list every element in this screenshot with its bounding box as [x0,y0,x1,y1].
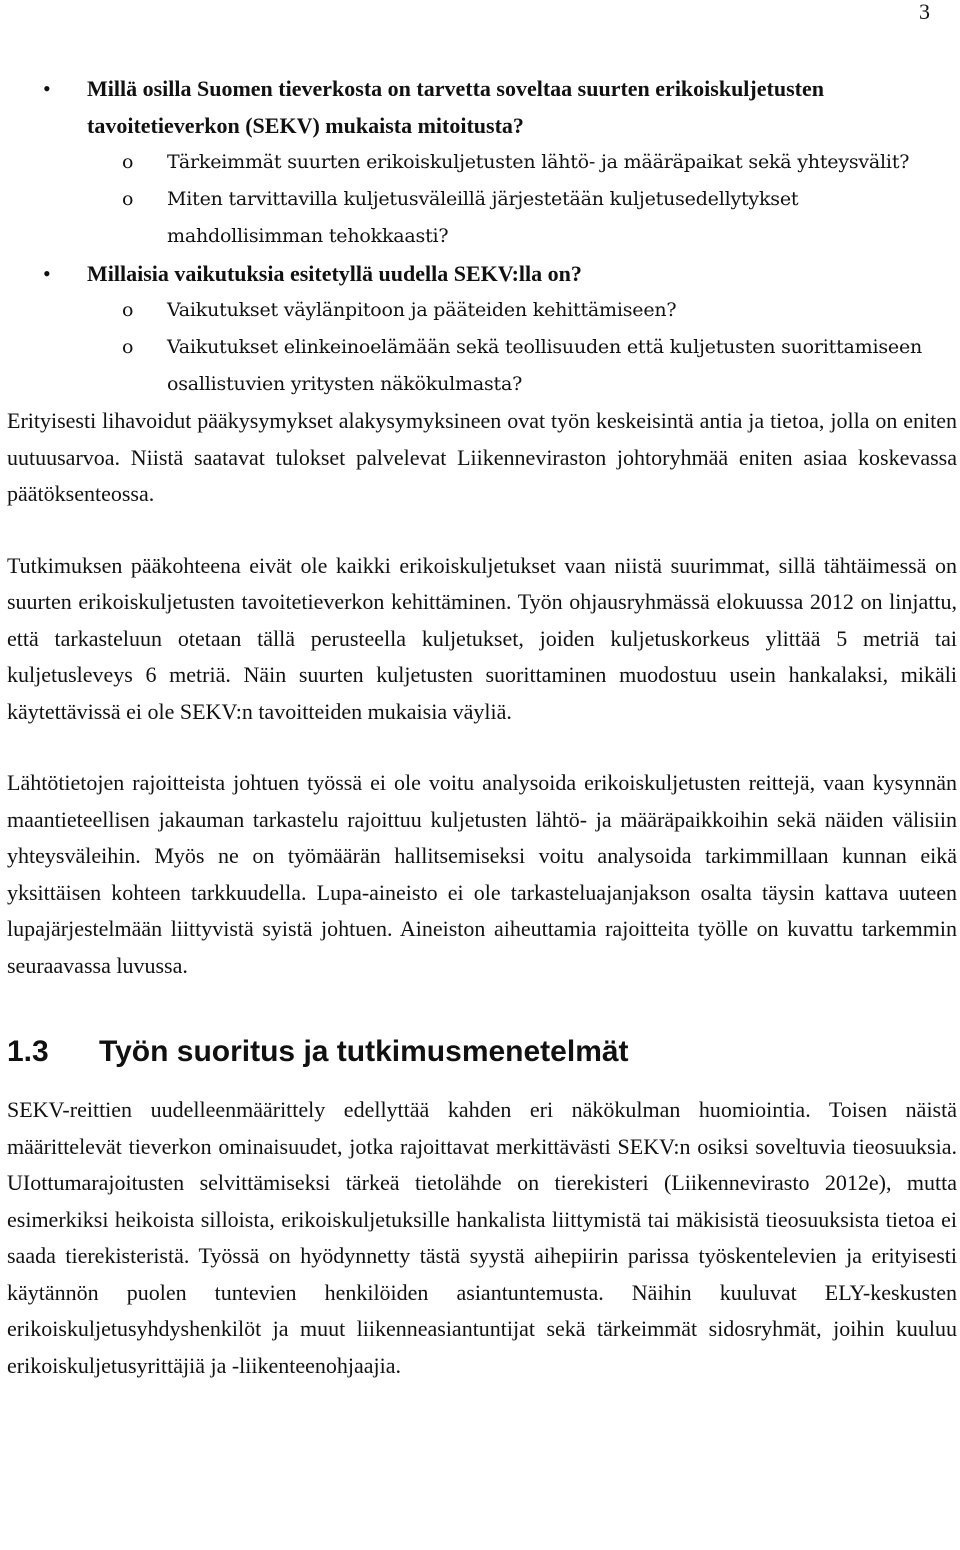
bullet-icon: • [43,76,51,101]
section-heading [7,1032,957,1072]
section-number: 1.3 [7,1035,49,1068]
sub-question-text: Vaikutukset elinkeinoelämään sekä teollisuuden että kuljetusten suorittamiseen osallistuvien yritysten näkökulmasta? [167,336,923,395]
page-number: 3 [919,0,930,24]
research-questions-list [7,70,957,403]
circle-bullet-icon: o [122,299,134,321]
main-question [7,70,957,255]
body-paragraph: Erityisesti lihavoidut pääkysymykset alakysymyksineen ovat työn keskeisintä antia ja tietoa, jolla on eniten uutuusarvoa. Niistä saatavat tulokset palvelevat Liikenneviraston johtoryhmää eniten asiaa koskevassa päätöksenteossa. [7,408,957,506]
document-body [7,70,957,1384]
main-question [7,255,957,403]
sub-question-list [87,292,957,403]
body-paragraph: Tutkimuksen pääkohteena eivät ole kaikki erikoiskuljetukset vaan niistä suurimmat, sillä tähtäimessä on suurten erikoiskuljetusten tavoitetieverkon kehittäminen. Työn ohjausryhmässä elokuussa 2012 on linjattu, että tarkasteluun otetaan tällä perusteella kuljetukset, joiden kuljetuskorkeus ylittää 5 metriä tai kuljetusleveys 6 metriä. Näin suurten kuljetusten suorittaminen muodostuu usein hankalaksi, mikäli käytettävissä ei ole SEKV:n tavoitteiden mukaisia väyliä. [7,552,957,724]
body-paragraph: SEKV-reittien uudelleenmäärittely edellyttää kahden eri näkökulman huomiointia. Toisen näistä määrittelevät tieverkon ominaisuudet, jotka rajoittavat merkittävästi SEKV:n osiksi soveltuvia tieosuuksia. UIottumarajoitusten selvittämiseksi tärkeä tietolähde on tierekisteri (Liikennevirasto 2012e), mutta esimerkiksi heikoista silloista, erikoiskuljetuksille hankalista liittymistä tai mäkisistä tieosuuksista tietoa ei saada tierekisteristä. Työssä on hyödynnetty tästä syystä aihepiirin parissa työskentelevien ja erityisesti käytännön puolen tuntevien henkilöiden asiantuntemusta. Näihin kuuluvat ELY-keskusten erikoiskuljetusyhdyshenkilöt ja muut liikenneasiantuntijat sekä tärkeimmät sidosryhmät, joihin kuuluu erikoiskuljetusyrittäjiä ja -liikenteenohjaajia. [7,1097,957,1378]
circle-bullet-icon: o [122,336,134,358]
sub-question [7,181,957,255]
circle-bullet-icon: o [122,188,134,210]
sub-question [7,144,957,181]
body-paragraph: Lähtötietojen rajoitteista johtuen työssä ei ole voitu analysoida erikoiskuljetusten reittejä, vaan kysynnän maantieteellisen jakauman tarkastelu rajoittuu kuljetusten lähtö- ja määräpaikkoihin sekä näiden välisiin yhteysväleihin. Myös ne on työmäärän hallitsemiseksi voitu analysoida tarkimmillaan kunnan eikä yksittäisen kohteen tarkkuudella. Lupa-aineisto ei ole tarkasteluajanjakson osalta täysin kattava uuteen lupajärjestelmään liittyvistä syistä johtuen. Aineiston aiheuttamia rajoitteita työlle on kuvattu tarkemmin seuraavassa luvussa. [7,770,957,978]
sub-question-text: Tärkeimmät suurten erikoiskuljetusten lähtö- ja määräpaikat sekä yhteysvälit? [167,151,910,173]
main-question-text: Millä osilla Suomen tieverkosta on tarvetta soveltaa suurten erikoiskuljetusten tavoitetieverkon (SEKV) mukaista mitoitusta? [87,76,824,138]
circle-bullet-icon: o [122,151,134,173]
sub-question-text: Vaikutukset väylänpitoon ja pääteiden kehittämiseen? [167,299,677,321]
bullet-icon: • [43,261,51,286]
section-title: Työn suoritus ja tutkimusmenetelmät [99,1035,629,1068]
sub-question [7,329,957,403]
main-question-text: Millaisia vaikutuksia esitetyllä uudella SEKV:lla on? [87,261,582,286]
sub-question-text: Miten tarvittavilla kuljetusväleillä järjestetään kuljetusedellytykset mahdollisimman tehokkaasti? [167,188,799,247]
sub-question [7,292,957,329]
sub-question-list [87,144,957,255]
